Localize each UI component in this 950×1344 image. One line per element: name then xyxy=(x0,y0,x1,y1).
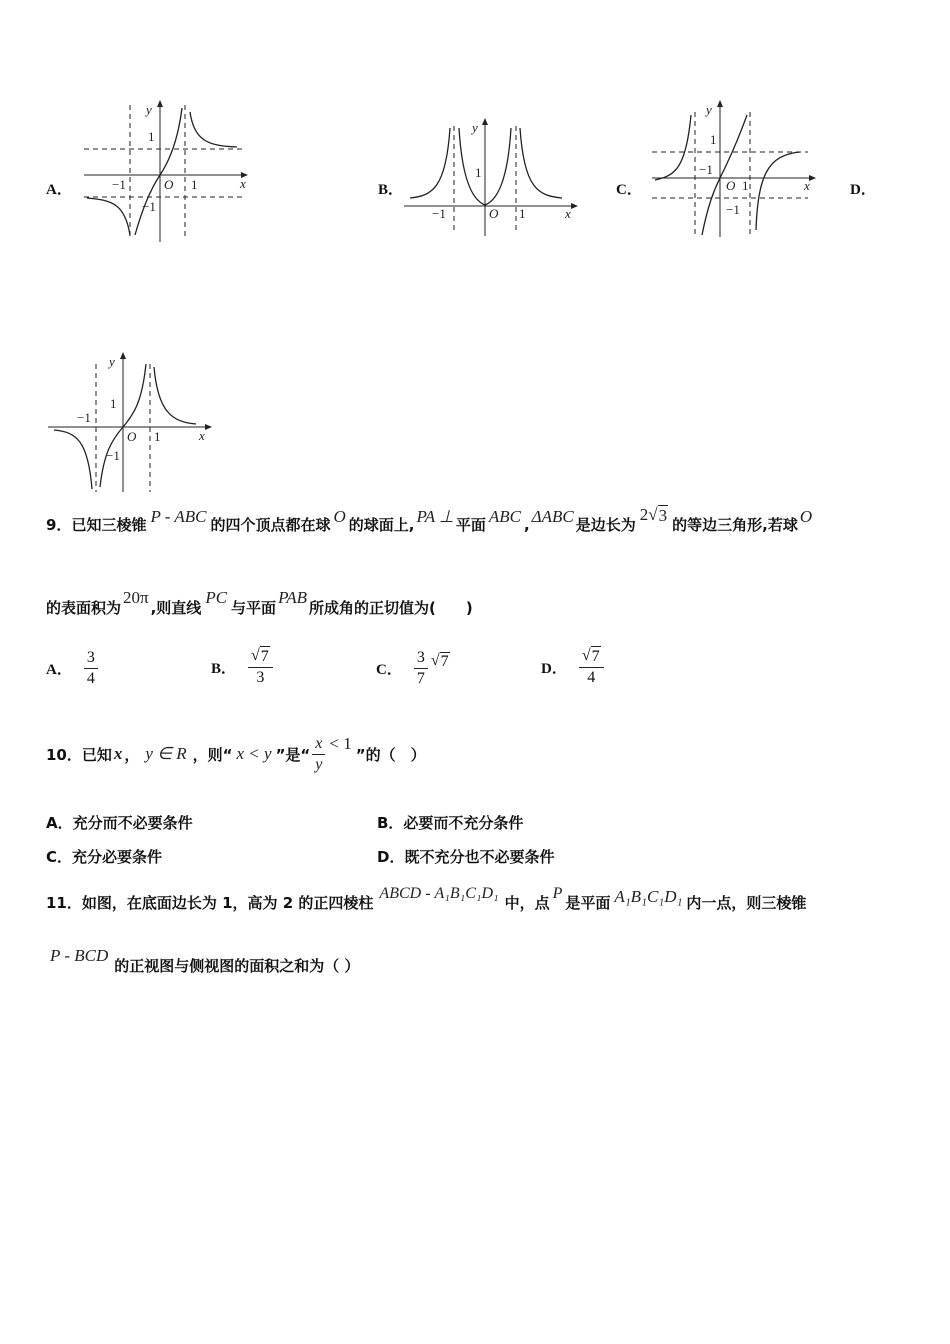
numerator: √ 7 xyxy=(579,646,604,668)
q10-option-d[interactable]: D．既不充分也不必要条件 xyxy=(377,848,555,866)
math-expression: x < y xyxy=(236,744,272,763)
question-number: 9． xyxy=(46,516,72,534)
numerator: 3 xyxy=(414,648,428,669)
radicand: 7 xyxy=(591,648,600,665)
math-expression: O xyxy=(799,507,813,526)
math-expression: ABC xyxy=(488,507,521,526)
question-text: 已知三棱锥 xyxy=(71,516,147,534)
question-number: 10． xyxy=(46,745,82,764)
radicand: 7 xyxy=(260,648,269,665)
tick-label: 1 xyxy=(742,178,749,193)
question-text: 的等边三角形,若球 xyxy=(672,516,798,534)
origin-label: O xyxy=(164,177,174,192)
tick-label: 1 xyxy=(191,177,198,192)
fraction xyxy=(84,648,98,689)
q9-option-b[interactable] xyxy=(211,646,273,688)
x-axis-label: x xyxy=(804,178,810,193)
option-label: A． xyxy=(46,662,72,678)
q10-option-a[interactable]: A．充分而不必要条件 xyxy=(46,814,193,832)
denominator: 4 xyxy=(587,669,596,686)
question-9-line2 xyxy=(46,588,473,618)
tick-label: 1 xyxy=(148,129,155,144)
graph-b xyxy=(402,118,582,240)
fraction xyxy=(312,734,325,775)
origin-label: O xyxy=(489,206,499,221)
q10-option-c[interactable]: C．充分必要条件 xyxy=(46,848,163,866)
math-expression: PA ⊥ xyxy=(416,507,454,526)
tick-label: 1 xyxy=(154,429,161,444)
math-expression: ΔABC xyxy=(531,507,574,526)
tick-label: −1 xyxy=(106,448,120,463)
question-9-line1 xyxy=(46,505,814,536)
option-label: C． xyxy=(376,662,402,678)
graph-a xyxy=(82,100,252,245)
question-text: 内一点，则三棱锥 xyxy=(686,894,807,912)
tick-label: −1 xyxy=(726,202,740,217)
option-b-label: B． xyxy=(378,182,404,198)
option-d-label: D． xyxy=(850,182,876,198)
x-axis-label: x xyxy=(240,176,246,191)
math-expression: x xyxy=(113,744,123,763)
question-text: ，则“ xyxy=(192,745,233,764)
option-label: D． xyxy=(541,660,567,677)
tick-label: −1 xyxy=(432,206,446,221)
question-11-line1 xyxy=(46,885,807,913)
tick-label: 1 xyxy=(475,165,482,180)
denominator: y xyxy=(315,755,323,773)
tick-label: 1 xyxy=(519,206,526,221)
sqrt-expression: √ 7 xyxy=(430,652,449,670)
sqrt-expression: √ 3 xyxy=(648,505,668,525)
numerator: √ 7 xyxy=(248,646,273,668)
question-text: 所成角的正切值为( ) xyxy=(309,599,473,617)
fraction xyxy=(414,648,428,689)
math-expression: 20π xyxy=(123,588,149,607)
math-expression: O xyxy=(333,507,346,526)
question-text: 是平面 xyxy=(565,894,611,912)
tick-label: −1 xyxy=(699,162,713,177)
math-expression: A₁B₁C₁D₁ xyxy=(434,885,499,902)
question-text: ”是“ xyxy=(275,745,311,764)
question-text: 是边长为 xyxy=(575,516,636,534)
question-text: 中，点 xyxy=(504,894,550,912)
radicand: 7 xyxy=(440,653,449,670)
tick-label: 1 xyxy=(110,396,117,411)
y-axis-label: y xyxy=(472,120,478,135)
fraction xyxy=(248,646,273,688)
math-expression: < 1 xyxy=(329,734,352,753)
q10-option-b[interactable]: B．必要而不充分条件 xyxy=(377,814,524,832)
tick-label: −1 xyxy=(112,177,126,192)
y-axis-label: y xyxy=(146,102,152,117)
math-expression: P xyxy=(552,885,563,902)
x-axis-label: x xyxy=(565,206,571,221)
option-a-label: A． xyxy=(46,182,72,198)
q9-option-c[interactable] xyxy=(376,648,450,689)
question-number: 11． xyxy=(46,894,82,912)
question-text: 已知 xyxy=(81,745,112,764)
question-text: 与平面 xyxy=(231,599,277,617)
radicand: 3 xyxy=(658,506,668,525)
tick-label: −1 xyxy=(142,199,156,214)
question-text: 如图，在底面边长为 1，高为 2 的正四棱柱 xyxy=(81,894,374,912)
numerator: 3 xyxy=(84,648,98,669)
option-label: B． xyxy=(211,660,237,677)
question-text: 平面 xyxy=(455,516,486,534)
origin-label: O xyxy=(726,178,736,193)
question-text: 的正视图与侧视图的面积之和为（ ） xyxy=(114,957,360,975)
math-expression: PAB xyxy=(278,588,308,607)
y-axis-label: y xyxy=(109,354,115,369)
tick-label: −1 xyxy=(77,410,91,425)
tick-label: 1 xyxy=(710,132,717,147)
graph-c xyxy=(650,100,820,240)
y-axis-label: y xyxy=(706,102,712,117)
math-expression: P - BCD xyxy=(50,946,109,965)
question-11-line2 xyxy=(46,946,360,976)
origin-label: O xyxy=(127,429,137,444)
question-text: 的四个顶点都在球 xyxy=(210,516,331,534)
question-text: , xyxy=(523,516,530,534)
math-expression: 2 xyxy=(639,505,649,524)
denominator: 4 xyxy=(86,670,95,687)
x-axis-label: x xyxy=(199,428,205,443)
question-10 xyxy=(46,730,426,778)
math-expression: y ∈ R xyxy=(145,744,187,763)
numerator: x xyxy=(312,734,325,755)
math-expression: P - ABC xyxy=(150,507,207,526)
question-text: ,则直线 xyxy=(150,599,202,617)
graph-d xyxy=(46,352,221,494)
fraction xyxy=(579,646,604,688)
denominator: 7 xyxy=(416,670,425,687)
math-expression: PC xyxy=(205,588,228,607)
q9-option-a[interactable] xyxy=(46,648,98,689)
question-text: 的球面上, xyxy=(348,516,415,534)
math-expression: ABCD - xyxy=(379,885,431,902)
question-text: ”的（ ） xyxy=(355,745,426,764)
option-c-label: C． xyxy=(616,182,642,198)
question-text: 的表面积为 xyxy=(46,599,122,617)
denominator: 3 xyxy=(256,669,265,686)
question-text: ， xyxy=(124,745,140,764)
math-expression: A₁B₁C₁D₁ xyxy=(614,887,683,906)
q9-option-d[interactable] xyxy=(541,646,604,688)
